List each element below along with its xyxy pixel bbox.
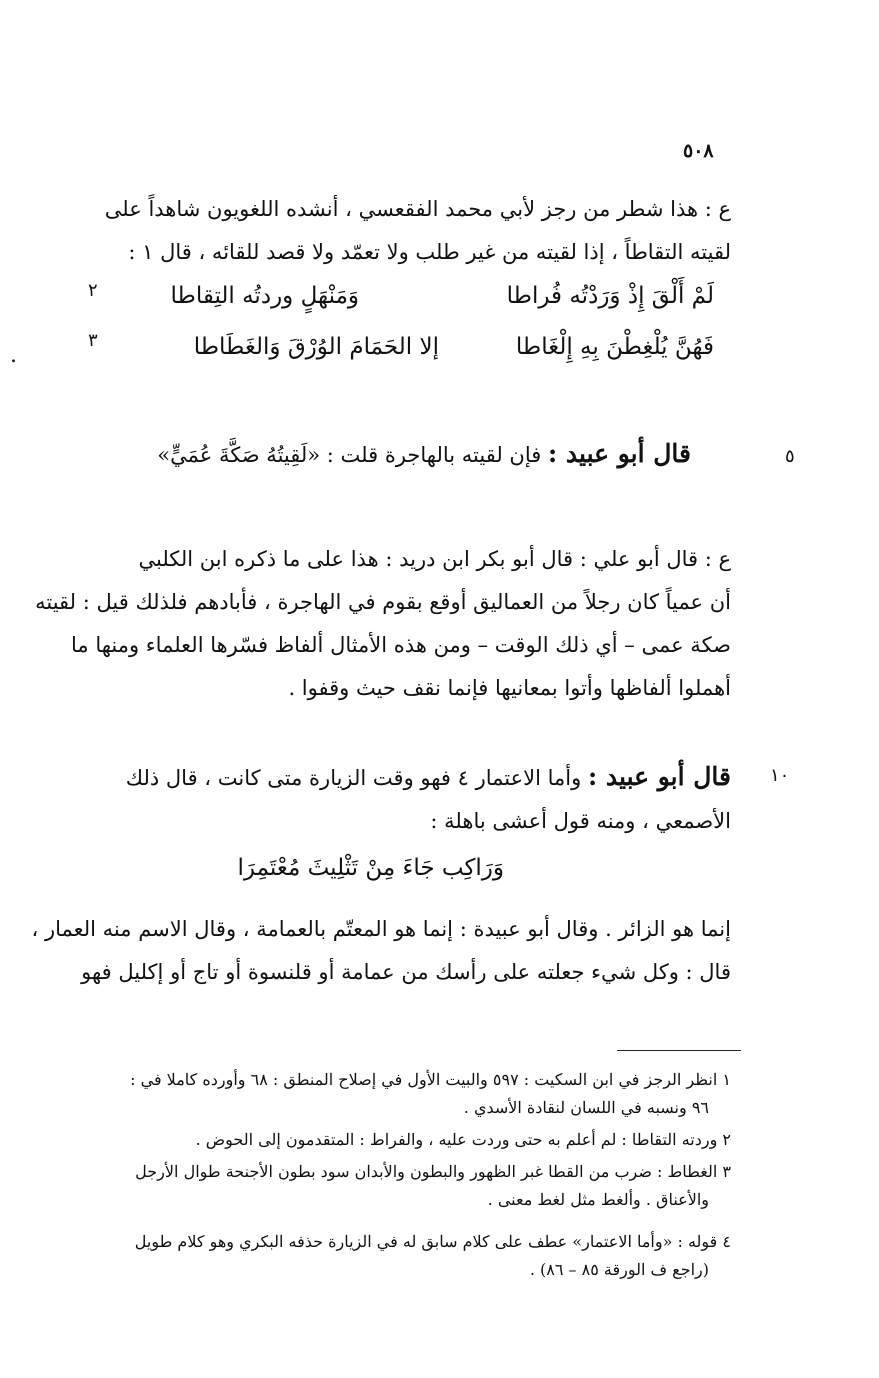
line-number-10: ١٠ [770,765,790,786]
verse-1-line-1-part-a: وَمَنْهَلٍ وردتُه التِقاطا [170,283,359,309]
footnote-divider [617,1050,741,1051]
footnote-text: وردته التقاطا : لم أعلم به حتى وردت عليه ، والفراط : المتقدمون إلى الحوض . [195,1130,718,1149]
paragraph-3 [13,908,731,994]
footnote-3 [13,1158,731,1214]
footnote-text: (راجع ف الورقة ٨٥ – ٨٦) . [529,1260,709,1279]
text-line: ع : هذا شطر من رجز لأبي محمد الفقعسي ، أنشده اللغويون شاهداً على [104,197,731,221]
verse-1-line-2-part-a: إلا الحَمَامَ الوُرْقَ وَالغَطَاطا [193,334,439,360]
footnote-number: ٢ [722,1130,731,1149]
footnote-2 [13,1126,731,1154]
heading-2 [13,755,731,843]
footnote-1 [13,1066,731,1122]
footnote-number: ١ [722,1070,731,1089]
text-line: أهملوا ألفاظها وأتوا بمعانيها فإنما نقف حيث وقفوا . [288,676,731,700]
heading-2-text: وأما الاعتمار ٤ فهو وقت الزيارة متى كانت ، قال ذلك [125,766,582,790]
footnote-text: انظر الرجز في ابن السكيت : ٥٩٧ والبيت الأول في إصلاح المنطق : ٦٨ وأورده كاملا في : [130,1070,718,1089]
heading-1-line [51,432,691,477]
footnote-text: قوله : «وأما الاعتمار» عطف على كلام سابق له في الزيارة حذفه البكري وهو كلام طويل [134,1232,718,1251]
text-line: صكة عمى – أي ذلك الوقت – ومن هذه الأمثال ألفاظ فسّرها العلماء ومنها ما [71,633,731,657]
text-line: قال : وكل شيء جعلته على رأسك من عمامة أو قلنسوة أو تاج أو إكليل فهو [81,960,731,984]
page-number: ٥٠٨ [683,140,714,162]
speaker-label: قال أبو عبيد : [587,762,731,791]
margin-dot: . [10,343,17,368]
text-line: لقيته التقاطاً ، إذا لقيته من غير طلب ولا تعمّد ولا قصد للقائه ، قال ١ : [128,240,731,264]
footnote-ref-2: ٢ [88,280,98,301]
text-line: إنما هو الزائر . وقال أبو عبيدة : إنما هو المعتّم بالعمامة ، وقال الاسم منه العمار ، [31,917,731,941]
footnote-text: والأعناق . وألغط مثل لغط معنى . [487,1190,709,1209]
footnote-text: الغطاط : ضرب من القطا غبر الظهور والبطون والأبدان سود بطون الأجنحة طوال الأرجل [135,1162,718,1181]
text-line: ع : قال أبو علي : قال أبو بكر ابن دريد : هذا على ما ذكره ابن الكلبي [138,547,731,571]
footnote-number: ٤ [722,1232,731,1251]
footnote-text: ٩٦ ونسبه في اللسان لنقادة الأسدي . [463,1098,709,1117]
speaker-label: قال أبو عبيد : [547,439,691,468]
verse-1-line-2-part-b: فَهُنَّ يُلْغِطْنَ بِهِ إِلْغَاطا [515,334,714,360]
footnote-ref-3: ٣ [88,330,98,351]
verse-1-line-1-part-b: لَمْ أَلْقَ إِذْ وَرَدْتُه فُراطا [506,283,714,309]
heading-1-text: فإن لقيته بالهاجرة قلت : «لَقِيتُهُ صَكَّةَ عُمَيٍّ» [157,443,542,467]
text-line: أن عمياً كان رجلاً من العماليق أوقع بقوم في الهاجرة ، فأبادهم فلذلك قيل : لقيته [35,590,731,614]
text-line: الأصمعي ، ومنه قول أعشى باهلة : [430,809,731,833]
paragraph-1 [13,188,731,274]
line-number-5: ٥ [785,446,795,467]
paragraph-2 [13,538,731,710]
footnote-4 [13,1228,731,1284]
footnote-number: ٣ [722,1162,731,1181]
verse-2: وَرَاكِب جَاءَ مِنْ تَثْلِيثَ مُعْتَمِرَا [237,855,504,881]
